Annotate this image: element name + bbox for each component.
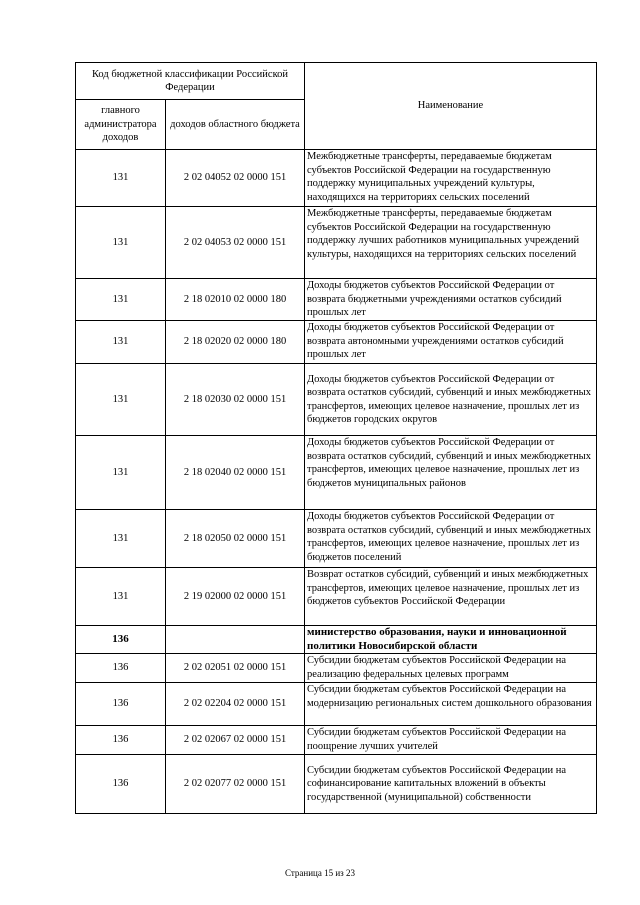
admin-code: 131: [76, 279, 166, 321]
table-row: [76, 654, 597, 683]
income-code: 2 02 02067 02 0000 151: [166, 726, 305, 755]
item-name: Субсидии бюджетам субъектов Российской Федерации на модернизацию региональных систем дошкольного образования: [305, 683, 597, 726]
header-main-administrator: главного администратора доходов: [76, 100, 166, 150]
income-code: 2 18 02010 02 0000 180: [166, 279, 305, 321]
budget-classification-table: [75, 62, 597, 814]
table-row: [76, 207, 597, 279]
table-row: [76, 321, 597, 364]
admin-code: 131: [76, 568, 166, 626]
income-code: 2 18 02030 02 0000 151: [166, 364, 305, 436]
section-title: министерство образования, науки и инновационной политики Новосибирской области: [305, 626, 597, 654]
item-name: Межбюджетные трансферты, передаваемые бюджетам субъектов Российской Федерации на государственную поддержку лучших работников муниципальных учреждений культуры, находящихся на территориях сельских поселений: [305, 207, 597, 279]
table-row: [76, 726, 597, 755]
item-name: Субсидии бюджетам субъектов Российской Федерации на софинансирование капитальных вложений в объекты государственной (муниципальной) собственности: [305, 755, 597, 814]
item-name: Доходы бюджетов субъектов Российской Федерации от возврата бюджетными учреждениями остатков субсидий прошлых лет: [305, 279, 597, 321]
income-code: 2 18 02050 02 0000 151: [166, 510, 305, 568]
item-name: Субсидии бюджетам субъектов Российской Федерации на реализацию федеральных целевых программ: [305, 654, 597, 683]
admin-code: 136: [76, 683, 166, 726]
admin-code: 131: [76, 150, 166, 207]
item-name: Доходы бюджетов субъектов Российской Федерации от возврата автономными учреждениями остатков субсидий прошлых лет: [305, 321, 597, 364]
admin-code: 131: [76, 207, 166, 279]
item-name: Доходы бюджетов субъектов Российской Федерации от возврата остатков субсидий, субвенций и иных межбюджетных трансфертов, имеющих целевое назначение, прошлых лет из бюджетов городских округов: [305, 364, 597, 436]
income-code: 2 02 02051 02 0000 151: [166, 654, 305, 683]
header-regional-budget-income: доходов областного бюджета: [166, 100, 305, 150]
admin-code: 136: [76, 654, 166, 683]
income-code: 2 02 02204 02 0000 151: [166, 683, 305, 726]
income-code: 2 18 02040 02 0000 151: [166, 436, 305, 510]
page-number: Страница 15 из 23: [285, 868, 355, 878]
income-code: [166, 626, 305, 654]
item-name: Доходы бюджетов субъектов Российской Федерации от возврата остатков субсидий, субвенций и иных межбюджетных трансфертов, имеющих целевое назначение, прошлых лет из бюджетов муниципальных районов: [305, 436, 597, 510]
admin-code: 136: [76, 626, 166, 654]
table-row: [76, 683, 597, 726]
admin-code: 136: [76, 755, 166, 814]
item-name: Межбюджетные трансферты, передаваемые бюджетам субъектов Российской Федерации на государственную поддержку муниципальных учреждений культуры, находящихся на территориях сельских поселений: [305, 150, 597, 207]
table-row: [76, 150, 597, 207]
admin-code: 131: [76, 321, 166, 364]
admin-code: 136: [76, 726, 166, 755]
header-budget-code-group: Код бюджетной классификации Российской Федерации: [76, 63, 305, 100]
table-row: [76, 755, 597, 814]
admin-code: 131: [76, 510, 166, 568]
admin-code: 131: [76, 436, 166, 510]
item-name: Субсидии бюджетам субъектов Российской Федерации на поощрение лучших учителей: [305, 726, 597, 755]
item-name: Возврат остатков субсидий, субвенций и иных межбюджетных трансфертов, имеющих целевое назначение, прошлых лет из бюджетов субъектов Российской Федерации: [305, 568, 597, 626]
admin-code: 131: [76, 364, 166, 436]
income-code: 2 18 02020 02 0000 180: [166, 321, 305, 364]
table-row: [76, 279, 597, 321]
item-name: Доходы бюджетов субъектов Российской Федерации от возврата остатков субсидий, субвенций и иных межбюджетных трансфертов, имеющих целевое назначение, прошлых лет из бюджетов поселений: [305, 510, 597, 568]
income-code: 2 02 02077 02 0000 151: [166, 755, 305, 814]
income-code: 2 02 04052 02 0000 151: [166, 150, 305, 207]
table-row-section: [76, 626, 597, 654]
income-code: 2 02 04053 02 0000 151: [166, 207, 305, 279]
table-row: [76, 364, 597, 436]
income-code: 2 19 02000 02 0000 151: [166, 568, 305, 626]
header-name: Наименование: [305, 63, 597, 150]
table-row: [76, 510, 597, 568]
table-row: [76, 568, 597, 626]
table-row: [76, 436, 597, 510]
